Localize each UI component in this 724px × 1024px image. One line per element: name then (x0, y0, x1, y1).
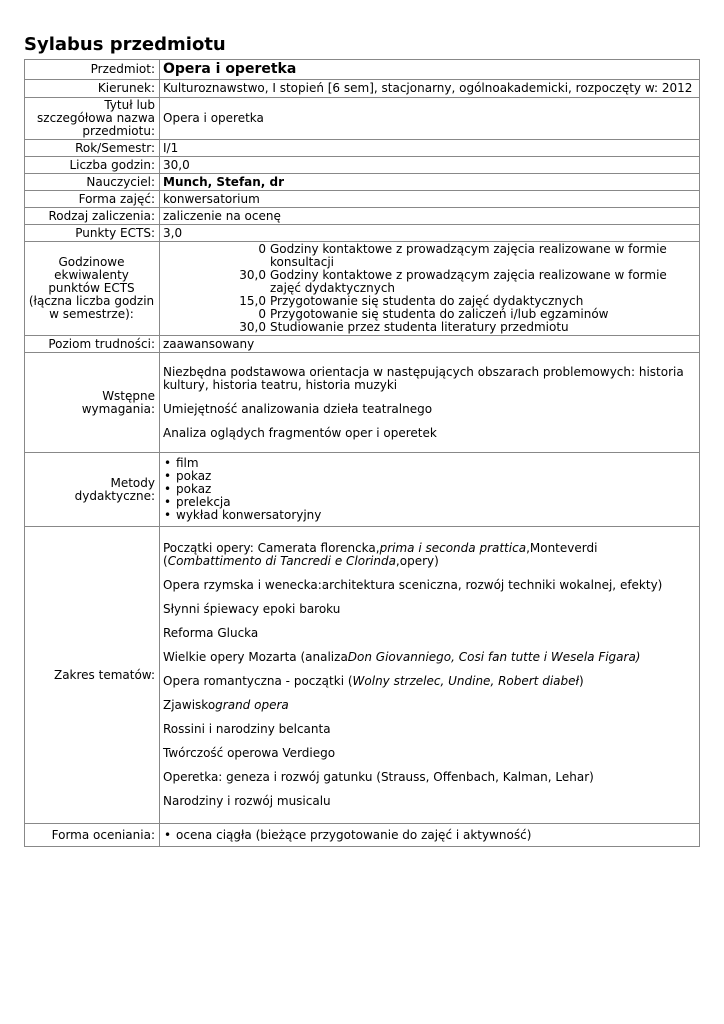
topic-italic: Wolny strzelec, Undine, Robert diabeł (352, 674, 579, 688)
page-title: Sylabus przedmiotu (24, 34, 226, 55)
topic-text: Początki opery: Camerata florencka, (163, 541, 380, 555)
row-godziny (25, 157, 700, 174)
label-ects: Punkty ECTS: (25, 225, 160, 242)
value-rodzaj: zaliczenie na ocenę (160, 208, 700, 225)
list-item: • pokaz (163, 470, 696, 483)
row-forma (25, 191, 700, 208)
topic-item: Operetka: geneza i rozwój gatunku (Strauss, Offenbach, Kalman, Lehar) (163, 770, 594, 784)
value-tytul: Opera i operetka (160, 98, 700, 140)
row-zakres (25, 527, 700, 824)
row-metody (25, 453, 700, 527)
label-przedmiot: Przedmiot: (25, 60, 160, 80)
topic-italic: Combattimento di Tancredi e Clorinda (167, 554, 396, 568)
row-ekwiwalenty (25, 242, 700, 336)
topic-text: ,opery) (395, 554, 439, 568)
hours-item (163, 243, 696, 269)
value-kierunek: Kulturoznawstwo, I stopień [6 sem], stacjonarny, ogólnoakademicki, rozpoczęty w: 2012 (160, 80, 700, 98)
topic-italic: prima i seconda prattica (379, 541, 527, 555)
topic-item (163, 675, 696, 688)
topic-item (163, 651, 696, 664)
hours-value: 0 (258, 242, 266, 256)
row-nauczyciel (25, 174, 700, 191)
value-ocenianie (160, 824, 700, 847)
value-rok: I/1 (160, 140, 700, 157)
value-metody (160, 453, 700, 527)
topic-text: Opera romantyczna - początki ( (163, 674, 353, 688)
topic-italic: grand opera (215, 698, 289, 712)
topic-item: Twórczość operowa Verdiego (163, 746, 336, 760)
value-godziny: 30,0 (160, 157, 700, 174)
topic-text: ) (578, 674, 584, 688)
requirement-paragraph: Analiza oglądych fragmentów oper i operetek (163, 425, 437, 440)
label-ocenianie: Forma oceniania: (25, 824, 160, 847)
label-metody: Metody dydaktyczne: (25, 453, 160, 527)
hours-description: Przygotowanie się studenta do zajęć dydaktycznych (270, 294, 584, 308)
hours-description: Godziny kontaktowe z prowadzącym zajęcia realizowane w formie zajęć dydaktycznych (270, 268, 667, 295)
row-wymagania (25, 353, 700, 453)
label-kierunek: Kierunek: (25, 80, 160, 98)
hours-item (163, 321, 696, 334)
row-poziom (25, 336, 700, 353)
requirement-paragraph: Umiejętność analizowania dzieła teatralnego (163, 401, 433, 416)
value-nauczyciel: Munch, Stefan, dr (160, 174, 700, 191)
label-forma: Forma zajęć: (25, 191, 160, 208)
value-zakres (160, 527, 700, 824)
methods-list (163, 457, 696, 522)
topic-italic: Don Giovanniego, Cosi fan tutte i Wesela Figara) (347, 650, 641, 664)
label-ekwiwalenty: Godzinowe ekwiwalenty punktów ECTS (łączna liczba godzin w semestrze): (25, 242, 160, 336)
hours-value: 30,0 (239, 320, 266, 334)
value-forma: konwersatorium (160, 191, 700, 208)
list-item: • pokaz (163, 483, 696, 496)
hours-description: Przygotowanie się studenta do zaliczeń i/lub egzaminów (270, 307, 609, 321)
hours-value: 15,0 (239, 294, 266, 308)
hours-description: Studiowanie przez studenta literatury przedmiotu (270, 320, 569, 334)
topic-item: Reforma Glucka (163, 626, 259, 640)
topic-item (163, 542, 696, 568)
topic-text: Wielkie opery Mozarta (analiza (163, 650, 348, 664)
topic-text: ,Monteverdi ( (163, 541, 598, 568)
topic-text: Zjawisko (163, 698, 216, 712)
row-tytul (25, 98, 700, 140)
list-item: • film (163, 457, 696, 470)
syllabus-table (24, 59, 700, 847)
topic-item (163, 699, 696, 712)
row-ocenianie (25, 824, 700, 847)
row-rok (25, 140, 700, 157)
topic-item: Opera rzymska i wenecka:architektura sceniczna, rozwój techniki wokalnej, efekty) (163, 578, 663, 592)
row-kierunek (25, 80, 700, 98)
label-nauczyciel: Nauczyciel: (25, 174, 160, 191)
value-ekwiwalenty (160, 242, 700, 336)
topic-item: Słynni śpiewacy epoki baroku (163, 602, 341, 616)
label-poziom: Poziom trudności: (25, 336, 160, 353)
assessment-list (163, 829, 696, 842)
hours-value: 0 (258, 307, 266, 321)
value-wymagania (160, 353, 700, 453)
hours-description: Godziny kontaktowe z prowadzącym zajęcia realizowane w formie konsultacji (270, 242, 667, 269)
requirement-paragraph: Niezbędna podstawowa orientacja w następujących obszarach problemowych: historia kultury, historia teatru, historia muzyki (163, 364, 684, 392)
list-item: • ocena ciągła (bieżące przygotowanie do zajęć i aktywność) (163, 829, 696, 842)
list-item: • prelekcja (163, 496, 696, 509)
label-zakres: Zakres tematów: (25, 527, 160, 824)
label-wymagania: Wstępne wymagania: (25, 353, 160, 453)
row-ects (25, 225, 700, 242)
list-item: • wykład konwersatoryjny (163, 509, 696, 522)
hours-item (163, 269, 696, 295)
value-przedmiot: Opera i operetka (160, 60, 700, 80)
row-przedmiot (25, 60, 700, 80)
hours-value: 30,0 (239, 268, 266, 282)
label-tytul: Tytuł lub szczegółowa nazwa przedmiotu: (25, 98, 160, 140)
value-poziom: zaawansowany (160, 336, 700, 353)
value-ects: 3,0 (160, 225, 700, 242)
label-rok: Rok/Semestr: (25, 140, 160, 157)
topic-item: Narodziny i rozwój musicalu (163, 794, 331, 808)
row-rodzaj (25, 208, 700, 225)
label-godziny: Liczba godzin: (25, 157, 160, 174)
topic-item: Rossini i narodziny belcanta (163, 722, 331, 736)
label-rodzaj: Rodzaj zaliczenia: (25, 208, 160, 225)
